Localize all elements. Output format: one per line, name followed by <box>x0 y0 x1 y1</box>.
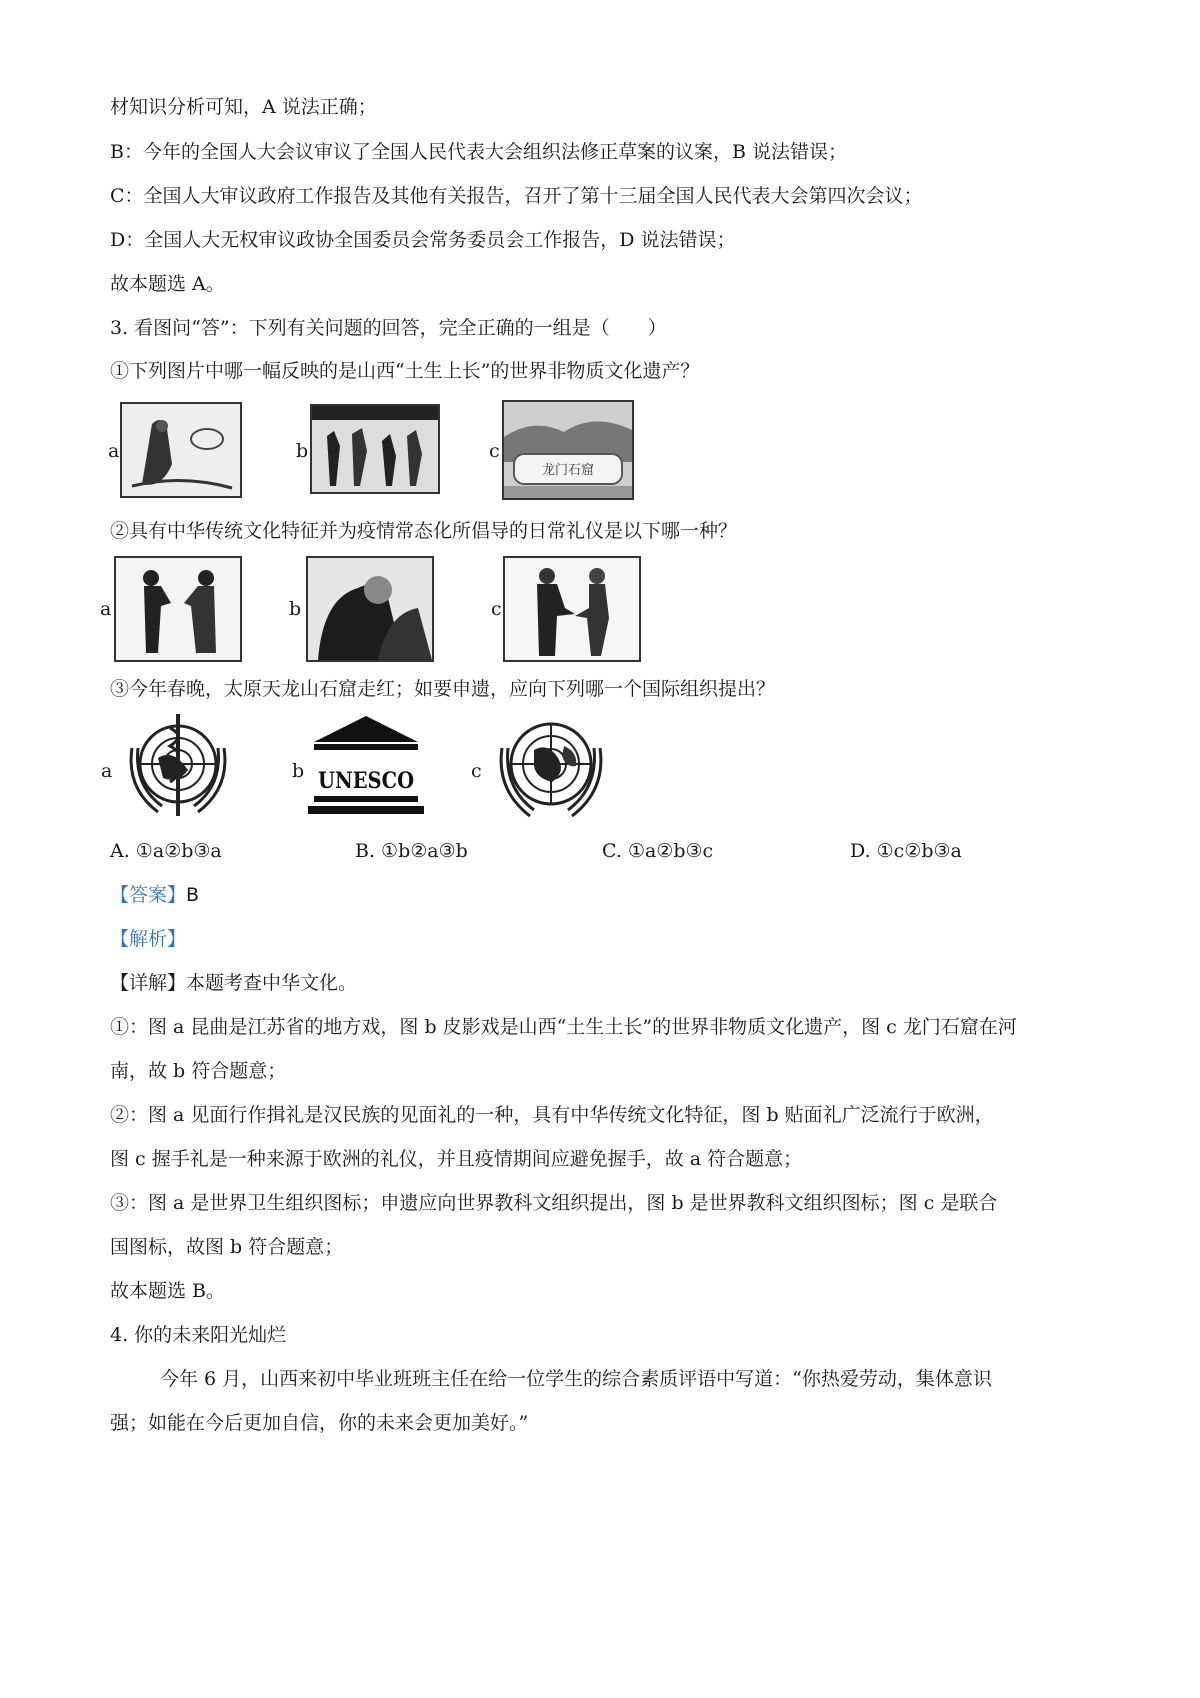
conclusion-line: 故本题选 B。 <box>110 1280 226 1302</box>
detail-intro: 本题考查中华文化。 <box>186 972 358 994</box>
who-emblem-image <box>118 708 238 824</box>
answer-value: B <box>186 884 200 906</box>
image-label-c: c <box>489 440 500 462</box>
text-line: B：今年的全国人大会议审议了全国人民代表大会组织法修正草案的议案，B 说法错误； <box>110 141 847 163</box>
question-4-paragraph: 强；如能在今后更加自信，你的未来会更加美好。” <box>110 1412 529 1434</box>
image-label-b: b <box>296 440 309 462</box>
unesco-wordmark: UNESCO <box>318 768 414 794</box>
option-a: A. ①a②b③a <box>110 840 222 862</box>
option-c: C. ①a②b③c <box>602 840 714 862</box>
option-d: D. ①c②b③a <box>850 840 962 862</box>
detail-line <box>110 970 357 996</box>
image-label-a: a <box>108 440 120 462</box>
explanation-line: 国图标，故图 b 符合题意； <box>110 1236 344 1258</box>
image-label-b: b <box>292 760 305 782</box>
explanation-line: ③：图 a 是世界卫生组织图标；申遗应向世界教科文组织提出，图 b 是世界教科文组织图标；图 c 是联合 <box>110 1192 998 1214</box>
longmen-grottoes-image <box>502 400 634 500</box>
explanation-line: 图 c 握手礼是一种来源于欧洲的礼仪，并且疫情期间应避免握手，故 a 符合题意； <box>110 1148 803 1170</box>
sub-question-1: ①下列图片中哪一幅反映的是山西“土生上长”的世界非物质文化遗产？ <box>110 360 700 382</box>
cheek-kiss-image <box>306 556 434 662</box>
stone-inscription: 龙门石窟 <box>541 463 595 478</box>
image-label-c: c <box>491 598 502 620</box>
text-line: C：全国人大审议政府工作报告及其他有关报告，召开了第十三届全国人民代表大会第四次会议； <box>110 185 923 207</box>
text-line: 材知识分析可知，A 说法正确； <box>110 96 377 118</box>
text-line: 故本题选 A。 <box>110 273 225 295</box>
image-label-c: c <box>471 760 482 782</box>
explanation-line: 南，故 b 符合题意； <box>110 1060 287 1082</box>
image-label-a: a <box>100 598 112 620</box>
kunqu-opera-image <box>120 402 242 498</box>
question-stem: 3. 看图问“答”：下列有关问题的回答，完全正确的一组是（ ） <box>110 317 667 339</box>
option-b: B. ①b②a③b <box>355 840 468 862</box>
explanation-line: ①：图 a 昆曲是江苏省的地方戏，图 b 皮影戏是山西“土生土长”的世界非物质文化遗产，图 c 龙门石窟在河 <box>110 1016 1017 1038</box>
shadow-puppet-image <box>310 404 440 494</box>
question-4-paragraph: 今年 6 月，山西来初中毕业班班主任在给一位学生的综合素质评语中写道：“你热爱劳动，集体意识 <box>160 1368 992 1390</box>
image-label-a: a <box>101 760 113 782</box>
handshake-image <box>503 556 641 662</box>
image-label-b: b <box>289 598 302 620</box>
sub-question-2: ②具有中华传统文化特征并为疫情常态化所倡导的日常礼仪是以下哪一种？ <box>110 520 738 542</box>
question-4-title: 4. 你的未来阳光灿烂 <box>110 1324 287 1346</box>
bowing-salute-image <box>114 556 242 662</box>
analysis-tag: 【解析】 <box>110 928 187 950</box>
answer-tag: 【答案】 <box>110 884 187 906</box>
sub-question-3: ③今年春晚，太原天龙山石窟走红；如要申遗，应向下列哪一个国际组织提出？ <box>110 678 776 700</box>
unesco-emblem-image <box>306 712 426 816</box>
text-line: D：全国人大无权审议政协全国委员会常务委员会工作报告，D 说法错误； <box>110 229 736 251</box>
explanation-line: ②：图 a 见面行作揖礼是汉民族的见面礼的一种，具有中华传统文化特征，图 b 贴面礼广泛流行于欧洲， <box>110 1104 994 1126</box>
un-emblem-image <box>486 706 616 826</box>
detail-tag: 【详解】 <box>110 972 187 994</box>
answer-line <box>110 882 199 908</box>
